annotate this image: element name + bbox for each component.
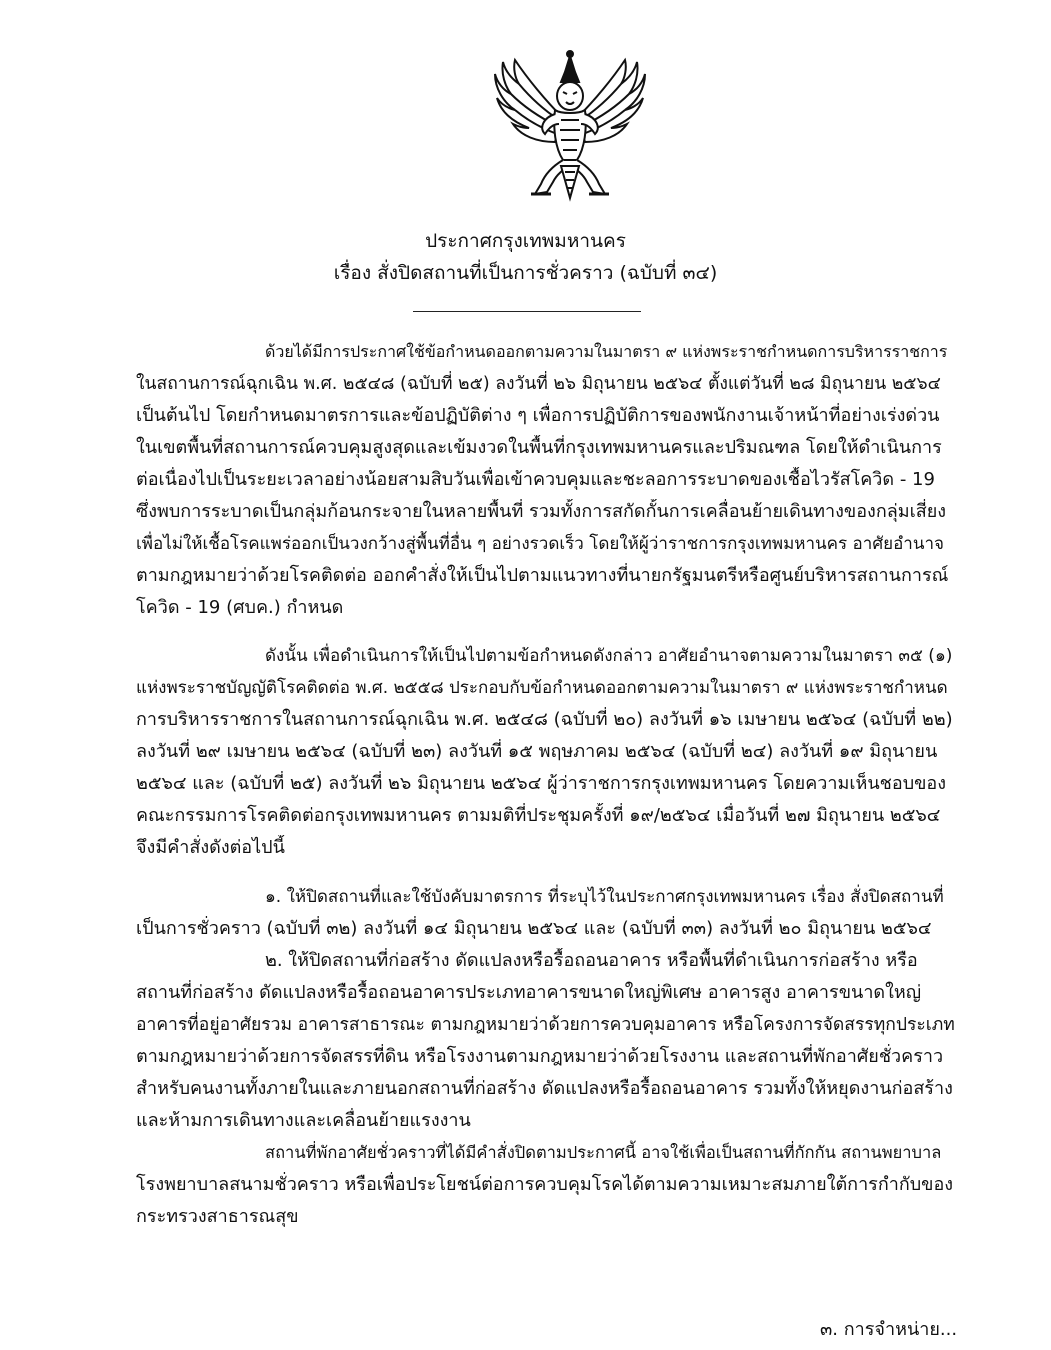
body-line: ๒๕๖๔ และ (ฉบับที่ ๒๕) ลงวันที่ ๒๖ มิถุนายน ๒๕๖๔ ผู้ว่าราชการกรุงเทพมหานคร โดยความเห็นชอบของ (136, 773, 947, 794)
body-line: ซึ่งพบการระบาดเป็นกลุ่มก้อนกระจายในหลายพื้นที่ รวมทั้งการสกัดกั้นการเคลื่อนย้ายเดินทางของกลุ่มเสี่ยง (136, 501, 947, 522)
continuation-note: ๓. การจำหน่าย... (820, 1319, 958, 1340)
body-line: แห่งพระราชบัญญัติโรคติดต่อ พ.ศ. ๒๕๕๘ ประกอบกับข้อกำหนดออกตามความในมาตรา ๙ แห่งพระราชกำหนด (136, 678, 948, 698)
body-line: การบริหารราชการในสถานการณ์ฉุกเฉิน พ.ศ. ๒๕๔๘ (ฉบับที่ ๒๐) ลงวันที่ ๑๖ เมษายน ๒๕๖๔ (ฉบับที่ ๒๒) (136, 709, 953, 730)
body-line: สถานที่ก่อสร้าง ดัดแปลงหรือรื้อถอนอาคารประเภทอาคารขนาดใหญ่พิเศษ อาคารสูง อาคารขนาดใหญ่ (136, 982, 922, 1003)
body-line: สถานที่พักอาศัยชั่วคราวที่ได้มีคำสั่งปิดตามประกาศนี้ อาจใช้เพื่อเป็นสถานที่กักกัน สถานพยาบาล (265, 1143, 942, 1162)
body-line: และห้ามการเดินทางและเคลื่อนย้ายแรงงาน (136, 1110, 471, 1131)
garuda-emblem-icon (475, 48, 665, 206)
body-line: ในสถานการณ์ฉุกเฉิน พ.ศ. ๒๕๔๘ (ฉบับที่ ๒๕) ลงวันที่ ๒๖ มิถุนายน ๒๕๖๔ ตั้งแต่วันที่ ๒๘ มิถุนายน ๒๕๖๔ (136, 374, 941, 394)
body-line: อาคารที่อยู่อาศัยรวม อาคารสาธารณะ ตามกฎหมายว่าด้วยการควบคุมอาคาร หรือโครงการจัดสรรทุกประเภท (136, 1015, 955, 1035)
body-line: ๑. ให้ปิดสถานที่และใช้บังคับมาตรการ ที่ระบุไว้ในประกาศกรุงเทพมหานคร เรื่อง สั่งปิดสถานที่ (265, 887, 944, 907)
body-line: เพื่อไม่ให้เชื้อโรคแพร่ออกเป็นวงกว้างสู่พื้นที่อื่น ๆ อย่างรวดเร็ว โดยให้ผู้ว่าราชการกรุงเทพมหานคร อาศัยอำนาจ (136, 534, 944, 554)
body-line: คณะกรรมการโรคติดต่อกรุงเทพมหานคร ตามมติที่ประชุมครั้งที่ ๑๙/๒๕๖๔ เมื่อวันที่ ๒๗ มิถุนายน ๒๕๖๔ (136, 805, 941, 826)
body-line: โควิด - 19 (ศบค.) กำหนด (136, 597, 344, 618)
body-line: ในเขตพื้นที่สถานการณ์ควบคุมสูงสุดและเข้มงวดในพื้นที่กรุงเทพมหานครและปริมณฑล โดยให้ดำเนินการ (136, 437, 942, 458)
body-line: เป็นต้นไป โดยกำหนดมาตรการและข้อปฏิบัติต่าง ๆ เพื่อการปฏิบัติการของพนักงานเจ้าหน้าที่อย่างเร่งด่วน (136, 405, 940, 426)
body-line: ดังนั้น เพื่อดำเนินการให้เป็นไปตามข้อกำหนดดังกล่าว อาศัยอำนาจตามความในมาตรา ๓๕ (๑) (265, 646, 953, 666)
announcement-title: ประกาศกรุงเทพมหานคร (425, 230, 626, 252)
body-line: จึงมีคำสั่งดังต่อไปนี้ (136, 837, 285, 858)
body-line: เป็นการชั่วคราว (ฉบับที่ ๓๒) ลงวันที่ ๑๔ มิถุนายน ๒๕๖๔ และ (ฉบับที่ ๓๓) ลงวันที่ ๒๐ มิถุนายน ๒๕๖๔ (136, 918, 932, 939)
body-line: ด้วยได้มีการประกาศใช้ข้อกำหนดออกตามความในมาตรา ๙ แห่งพระราชกำหนดการบริหารราชการ (265, 342, 948, 361)
body-line: ตามกฎหมายว่าด้วยโรคติดต่อ ออกคำสั่งให้เป็นไปตามแนวทางที่นายกรัฐมนตรีหรือศูนย์บริหารสถานการณ์ (136, 565, 949, 586)
body-line: ลงวันที่ ๒๙ เมษายน ๒๕๖๔ (ฉบับที่ ๒๓) ลงวันที่ ๑๕ พฤษภาคม ๒๕๖๔ (ฉบับที่ ๒๔) ลงวันที่ ๑๙ มิถุนายน (136, 741, 938, 762)
announcement-subject: เรื่อง สั่งปิดสถานที่เป็นการชั่วคราว (ฉบับที่ ๓๔) (333, 262, 718, 284)
body-line: ตามกฎหมายว่าด้วยการจัดสรรที่ดิน หรือโรงงานตามกฎหมายว่าด้วยโรงงาน และสถานที่พักอาศัยชั่วคราว (136, 1046, 944, 1067)
body-line: กระทรวงสาธารณสุข (136, 1206, 299, 1227)
body-line: ๒. ให้ปิดสถานที่ก่อสร้าง ดัดแปลงหรือรื้อถอนอาคาร หรือพื้นที่ดำเนินการก่อสร้าง หรือ (265, 950, 918, 971)
body-line: สำหรับคนงานทั้งภายในและภายนอกสถานที่ก่อสร้าง ดัดแปลงหรือรื้อถอนอาคาร รวมทั้งให้หยุดงานก่อสร้าง (136, 1078, 953, 1099)
title-divider (413, 311, 641, 312)
body-line: ต่อเนื่องไปเป็นระยะเวลาอย่างน้อยสามสิบวันเพื่อเข้าควบคุมและชะลอการระบาดของเชื้อไวรัสโควิด - 19 (136, 469, 935, 490)
body-line: โรงพยาบาลสนามชั่วคราว หรือเพื่อประโยชน์ต่อการควบคุมโรคได้ตามความเหมาะสมภายใต้การกำกับของ (136, 1174, 954, 1195)
